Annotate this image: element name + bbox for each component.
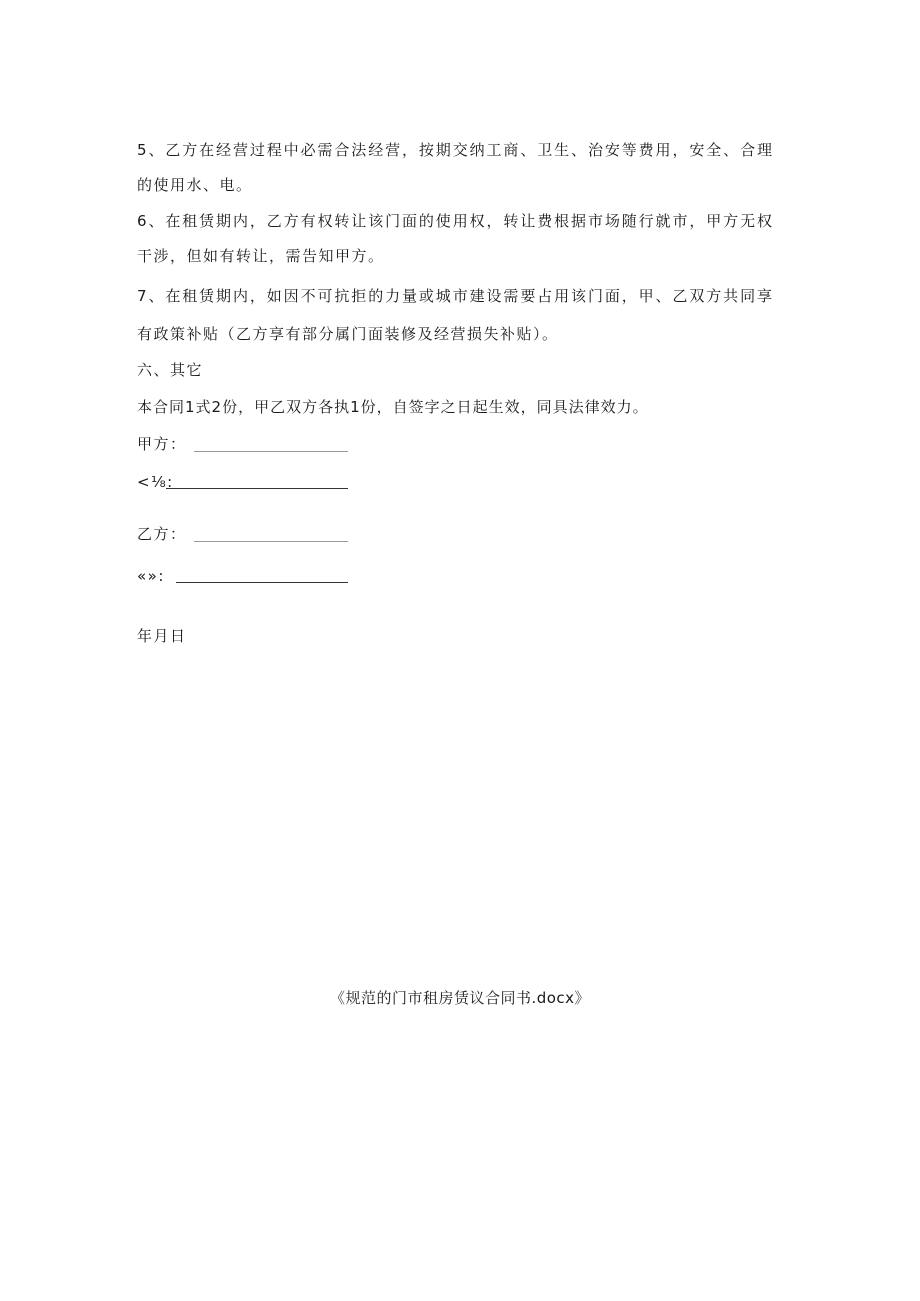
clause-6-line-2: 干涉，但如有转让，需告知甲方。 — [137, 247, 385, 265]
clause-5-line-1: 5、乙方在经营过程中必需合法经营，按期交纳工商、卫生、治安等费用，安全、合理 — [137, 141, 773, 159]
party-a-rep-label: <⅛: — [137, 473, 174, 491]
clause-6-line-1: 6、在租赁期内，乙方有权转让该门面的使用权，转让费根据市场随行就市，甲方无权 — [137, 212, 773, 230]
party-a-row — [137, 434, 187, 454]
party-a-rep-signature-line — [166, 488, 348, 489]
party-b-label: 乙方： — [137, 525, 187, 543]
date-label: 年月日 — [137, 627, 187, 645]
party-a-signature-line — [194, 451, 348, 452]
party-b-rep-signature-line — [176, 582, 348, 583]
section-text: 本合同1式2份，甲乙双方各执1份，自签字之日起生效，同具法律效力。 — [137, 398, 649, 416]
section-heading: 六、其它 — [137, 361, 204, 379]
party-b-row — [137, 524, 187, 544]
party-a-rep-row — [137, 472, 174, 492]
party-b-signature-line — [194, 541, 348, 542]
clause-5-line-2: 的使用水、电。 — [137, 176, 253, 194]
footer-document-title: 《规范的门市租房赁议合同书.docx》 — [329, 989, 591, 1007]
clause-7-line-2: 有政策补贴（乙方享有部分属门面装修及经营损失补贴）。 — [137, 325, 559, 343]
party-a-label: 甲方： — [137, 435, 187, 453]
clause-7-line-1: 7、在租赁期内，如因不可抗拒的力量或城市建设需要占用该门面，甲、乙双方共同享 — [137, 287, 773, 305]
party-b-rep-row — [137, 566, 165, 586]
party-b-rep-label: «»: — [137, 567, 165, 585]
